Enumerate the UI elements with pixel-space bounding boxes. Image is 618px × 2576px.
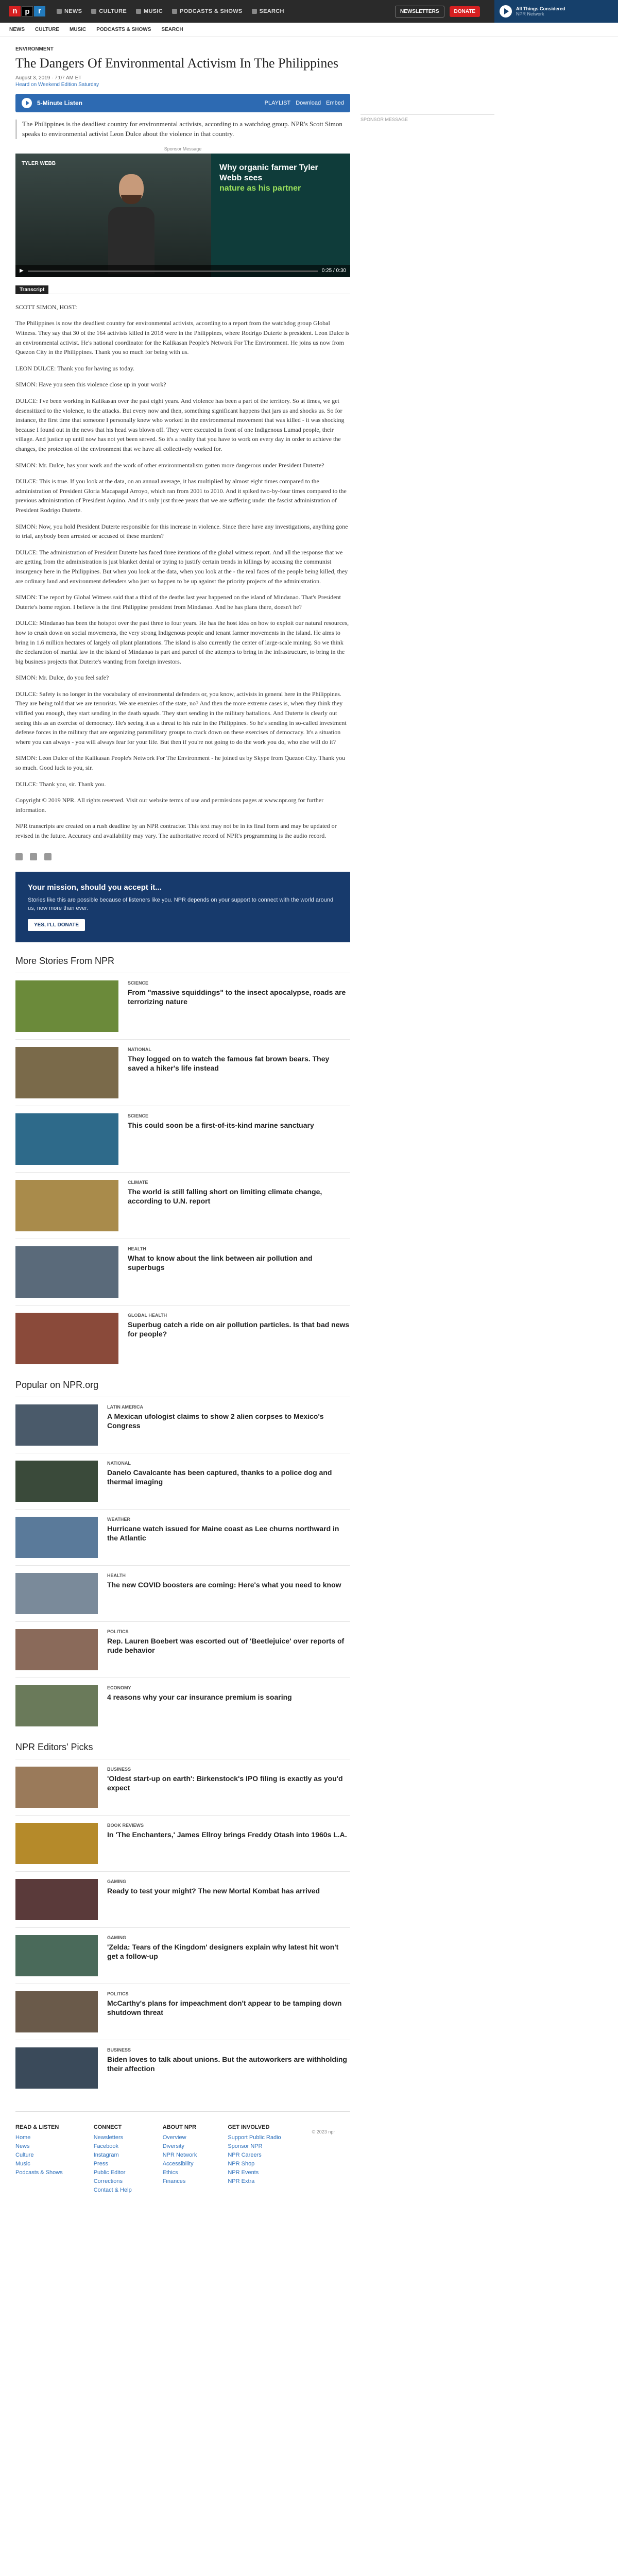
transcript-paragraph: The Philippines is now the deadliest country for environmental activists, according to a report from the watchdog group Global Witness. They say that 30 of the 164 activists killed in 2018 were in the Philippines, where Rodrigo Duterte is president. Leon Dulce is an environmental activist. He's national coordinator for the Kalikasan People's Network For The Environment. He joins us now from Quezon City in the Philippines. Thank you so much for being with us. — [15, 319, 350, 356]
article-date: August 3, 2019 · 7:07 AM ET — [15, 75, 82, 81]
transcript-paragraph: DULCE: I've been working in Kalikasan over the past eight years. And violence has been a part of the territory. So at times, we get desensitized to the violence, to the attacks. But every now and then, something significant happens that jars us and shocks us. So for instance, the first time that someone I personally knew who worked in the environmental movement that was killed - it was shocking because I found out in the news that his head was blown off. They were executed in front of one Indigenous Lumad people, their village. And justice up until now has not yet been served. So it's a reality that you have to work on every day in order to achieve the changes, the protection of the environment that we have all collectively worked for. — [15, 397, 345, 452]
story-category[interactable]: NATIONAL — [128, 1046, 151, 1052]
editors-title: NPR Editors' Picks — [15, 1741, 93, 1752]
article-slug[interactable]: ENVIRONMENT — [15, 46, 54, 52]
story-title[interactable]: 4 reasons why your car insurance premium is soaring — [107, 1692, 292, 1701]
donate-promo — [15, 872, 350, 942]
transcript — [15, 302, 350, 841]
facebook-icon[interactable] — [15, 853, 23, 860]
video-progress[interactable] — [28, 270, 318, 272]
story-thumbnail[interactable] — [15, 1879, 98, 1920]
transcript-paragraph: SIMON: The report by Global Witness said that a third of the deaths last year happened on the island of Mindanao. That's President Duterte's home region. I believe is the first Philippine president from Mindanao. And he has plans there, doesn't he? — [15, 594, 341, 611]
download-button[interactable]: Download — [296, 100, 321, 107]
story-category[interactable]: LATIN AMERICA — [107, 1404, 143, 1410]
story-thumbnail[interactable] — [15, 1629, 98, 1670]
footer-link[interactable]: NPR Careers — [228, 2151, 262, 2158]
footer-link[interactable]: NPR Events — [228, 2169, 259, 2176]
story-title[interactable]: The new COVID boosters are coming: Here's what you need to know — [107, 1580, 341, 1589]
footer-link[interactable]: Culture — [15, 2151, 34, 2158]
transcript-paragraph: SIMON: Now, you hold President Duterte responsible for this increase in violence. Since there have any investigations, anything gone to trial, anybody been arrested or accused of these murders? — [15, 522, 348, 540]
video-panel-highlight: nature as his partner — [219, 183, 301, 193]
flipboard-icon[interactable] — [30, 853, 37, 860]
footer-link[interactable]: Press — [93, 2160, 108, 2167]
story-card[interactable] — [15, 973, 350, 1039]
transcript-copyright: Copyright © 2019 NPR. All rights reserved. Visit our website terms of use and permissions pages at www.npr.org for further information. — [15, 796, 324, 814]
story-title[interactable]: What to know about the link between air pollution and superbugs — [128, 1253, 313, 1272]
footer-link[interactable]: Accessibility — [162, 2160, 194, 2167]
story-category[interactable]: HEALTH — [128, 1246, 146, 1251]
playlist-button[interactable]: PLAYLIST — [264, 100, 291, 107]
video-play-icon[interactable]: ▶ — [20, 268, 24, 274]
story-title[interactable]: From "massive squiddings" to the insect apocalypse, roads are terrorizing nature — [128, 988, 346, 1006]
promo-donate-button[interactable]: YES, I'LL DONATE — [28, 919, 85, 931]
story-title[interactable]: Danelo Cavalcante has been captured, thanks to a police dog and thermal imaging — [107, 1468, 332, 1486]
station-title: All Things Considered — [516, 6, 565, 11]
footer-link[interactable]: Facebook — [93, 2143, 119, 2149]
footer-link[interactable]: Contact & Help — [93, 2187, 132, 2193]
subnav-news[interactable]: NEWS — [9, 27, 25, 32]
story-thumbnail[interactable] — [15, 980, 118, 1032]
story-card[interactable] — [15, 1927, 350, 1984]
article-title: The Dangers Of Environmental Activism In The Philippines — [15, 56, 339, 71]
transcript-paragraph: DULCE: The administration of President Duterte has faced three iterations of the global witness report. And all the response that we are getting from the administration is just blanket denial or trying to justify certain trends in killings by accusing the communist insurgency here in the Philippines. But when you look at the data, when you look at the - the real faces of the people being killed, they are ordinary land and environment defenders who just so happen to be up against the priority projects of the administration. — [15, 548, 348, 585]
story-title[interactable]: 'Zelda: Tears of the Kingdom' designers explain why latest hit won't get a follow-up — [107, 1942, 339, 1960]
story-category[interactable]: SCIENCE — [128, 1113, 149, 1118]
logo-r: r — [34, 6, 45, 16]
story-category[interactable]: BUSINESS — [107, 1766, 131, 1772]
story-card[interactable] — [15, 1871, 350, 1927]
article — [15, 37, 350, 2216]
story-card[interactable] — [15, 1397, 350, 1453]
story-card[interactable] — [15, 1106, 350, 1172]
video-person — [108, 174, 154, 277]
footer-copyright: © 2023 npr — [312, 2129, 335, 2134]
story-card[interactable] — [15, 1984, 350, 2040]
transcript-paragraph: SCOTT SIMON, HOST: — [15, 303, 77, 311]
subnav-search[interactable]: SEARCH — [161, 27, 183, 32]
footer-link[interactable]: Ethics — [162, 2169, 178, 2176]
story-thumbnail[interactable] — [15, 1461, 98, 1502]
footer-link[interactable]: Diversity — [162, 2143, 184, 2149]
story-thumbnail[interactable] — [15, 1935, 98, 1976]
footer — [15, 2111, 350, 2216]
story-card[interactable] — [15, 1677, 350, 1734]
story-thumbnail[interactable] — [15, 1313, 118, 1364]
station-subtitle: NPR Network — [516, 11, 544, 16]
rail-sponsor-label: SPONSOR MESSAGE — [360, 114, 494, 122]
transcript-paragraph: SIMON: Mr. Dulce, do you feel safe? — [15, 674, 109, 682]
nav-search[interactable]: SEARCH — [252, 8, 284, 14]
story-thumbnail[interactable] — [15, 1685, 98, 1726]
share-bar — [15, 853, 350, 860]
transcript-paragraph: SIMON: Leon Dulce of the Kalikasan People's Network For The Environment - he joined us by Skype from Quezon City. Thank you so much. Good luck to you, sir. — [15, 754, 346, 772]
story-card[interactable] — [15, 1453, 350, 1509]
story-card[interactable] — [15, 1039, 350, 1106]
article-teaser: The Philippines is the deadliest country for environmental activists, according to a watchdog group. NPR's Scott Simon speaks to environmental activist Leon Dulce about the violence in that country. — [15, 120, 350, 139]
story-card[interactable] — [15, 1759, 350, 1815]
video-tag: TYLER WEBB — [22, 160, 56, 166]
more-stories-title: More Stories From NPR — [15, 955, 115, 966]
story-card[interactable] — [15, 1305, 350, 1371]
audio-player — [15, 94, 350, 112]
logo-n: n — [9, 6, 21, 16]
story-title[interactable]: McCarthy's plans for impeachment don't appear to be tamping down shutdown threat — [107, 1998, 342, 2016]
search-icon — [252, 9, 257, 14]
footer-column — [15, 2124, 63, 2196]
footer-link[interactable]: Home — [15, 2134, 31, 2141]
story-title[interactable]: The world is still falling short on limiting climate change, according to U.N. report — [128, 1187, 322, 1205]
story-category[interactable]: SCIENCE — [128, 980, 149, 986]
article-program[interactable]: Heard on Weekend Edition Saturday — [15, 82, 99, 88]
footer-link[interactable]: Newsletters — [93, 2134, 124, 2141]
story-thumbnail[interactable] — [15, 1246, 118, 1298]
news-icon — [57, 9, 62, 14]
video-panel — [211, 154, 350, 277]
story-title[interactable]: Ready to test your might? The new Mortal Kombat has arrived — [107, 1886, 320, 1895]
story-card[interactable] — [15, 1239, 350, 1305]
nav-music[interactable]: MUSIC — [136, 8, 163, 14]
station-player[interactable] — [494, 0, 618, 23]
more-stories-list — [15, 973, 350, 1371]
listen-label[interactable]: 5-Minute Listen — [37, 99, 83, 107]
sponsor-label: Sponsor Message — [164, 146, 202, 151]
story-thumbnail[interactable] — [15, 1991, 98, 2032]
footer-link[interactable]: Instagram — [93, 2151, 119, 2158]
npr-logo[interactable] — [9, 6, 45, 16]
footer-link[interactable]: Finances — [162, 2178, 186, 2184]
story-title[interactable]: 'Oldest start-up on earth': Birkenstock's IPO filing is exactly as you'd expect — [107, 1774, 343, 1792]
footer-link[interactable]: Corrections — [93, 2178, 123, 2184]
story-title[interactable]: In 'The Enchanters,' James Ellroy brings Freddy Otash into 1960s L.A. — [107, 1830, 347, 1839]
story-category[interactable]: HEALTH — [107, 1572, 126, 1578]
story-title[interactable]: Superbug catch a ride on air pollution particles. Is that bad news for people? — [128, 1320, 350, 1338]
top-bar — [0, 0, 618, 23]
nav-news[interactable]: NEWS — [57, 8, 82, 14]
story-category[interactable]: BUSINESS — [107, 2047, 131, 2053]
transcript-label: Transcript — [15, 285, 48, 294]
story-thumbnail[interactable] — [15, 1573, 98, 1614]
email-icon[interactable] — [44, 853, 52, 860]
footer-link[interactable]: Sponsor NPR — [228, 2143, 263, 2149]
subnav-music[interactable]: MUSIC — [70, 27, 87, 32]
footer-heading: GET INVOLVED — [228, 2124, 270, 2130]
story-card[interactable] — [15, 2040, 350, 2096]
footer-link[interactable]: Music — [15, 2160, 30, 2167]
story-category[interactable]: CLIMATE — [128, 1179, 148, 1185]
promo-body: Stories like this are possible because of listeners like you. NPR depends on your support to connect with the world around us, now more than ever. — [28, 896, 334, 912]
logo-p: p — [22, 6, 33, 16]
footer-heading: CONNECT — [93, 2124, 122, 2130]
footer-link[interactable]: NPR Shop — [228, 2160, 255, 2167]
transcript-paragraph: DULCE: Safety is no longer in the vocabulary of environmental defenders or, you know, activists in general here in the Philippines. They are being told that we are terrorists. We are enemies of the state, no? And then the more extreme cases is, when they think they vilified you enough, they start sending in the death squads. They start sending in the military battalions. And Duterte is clearly out seeing this as an exercise of democracy. He's seeing it as a threat to his rule in the Philippines. So he's sending in so-called investment defense forces in the military that are organizing paramilitary groups to crack down on these exercises of democracy. It's a situation where you can always - you will always fear for your life. But then if you're not going to do the work you do, who else will do it? — [15, 690, 347, 745]
top-nav — [57, 8, 284, 14]
promo-title: Your mission, should you accept it... — [28, 883, 162, 892]
donate-button[interactable]: DONATE — [450, 6, 480, 17]
story-category[interactable]: NATIONAL — [107, 1460, 131, 1466]
story-thumbnail[interactable] — [15, 2047, 98, 2089]
story-card[interactable] — [15, 1565, 350, 1621]
culture-icon — [91, 9, 96, 14]
story-title[interactable]: A Mexican ufologist claims to show 2 alien corpses to Mexico's Congress — [107, 1412, 324, 1430]
transcript-paragraph: SIMON: Have you seen this violence close up in your work? — [15, 381, 166, 388]
story-card[interactable] — [15, 1621, 350, 1677]
story-thumbnail[interactable] — [15, 1113, 118, 1165]
story-thumbnail[interactable] — [15, 1180, 118, 1231]
story-category[interactable]: POLITICS — [107, 1629, 129, 1634]
play-icon[interactable] — [22, 98, 32, 108]
footer-link[interactable]: Support Public Radio — [228, 2134, 281, 2141]
story-thumbnail[interactable] — [15, 1404, 98, 1446]
sponsor-video[interactable] — [15, 154, 350, 277]
footer-link[interactable]: Overview — [162, 2134, 186, 2141]
story-category[interactable]: BOOK REVIEWS — [107, 1822, 144, 1828]
story-card[interactable] — [15, 1509, 350, 1565]
transcript-paragraph: DULCE: Thank you, sir. Thank you. — [15, 780, 106, 788]
footer-heading: ABOUT NPR — [162, 2124, 197, 2130]
story-card[interactable] — [15, 1172, 350, 1239]
footer-column — [94, 2124, 132, 2196]
nav-culture[interactable]: CULTURE — [91, 8, 127, 14]
subnav-culture[interactable]: CULTURE — [35, 27, 60, 32]
story-card[interactable] — [15, 1815, 350, 1871]
story-category[interactable]: GAMING — [107, 1878, 126, 1884]
transcript-paragraph: SIMON: Mr. Dulce, has your work and the work of other environmentalism gotten more dangerous under President Duterte? — [15, 461, 324, 469]
video-time: 0:25 / 0:30 — [321, 268, 346, 274]
transcript-paragraph: LEON DULCE: Thank you for having us today. — [15, 364, 134, 372]
footer-link[interactable]: Public Editor — [93, 2169, 126, 2176]
story-title[interactable]: This could soon be a first-of-its-kind marine sanctuary — [128, 1121, 314, 1129]
footer-link[interactable]: NPR Network — [162, 2151, 197, 2158]
story-category[interactable]: WEATHER — [107, 1516, 130, 1522]
footer-column — [228, 2124, 281, 2196]
subnav-podcasts[interactable]: PODCASTS & SHOWS — [96, 27, 151, 32]
story-category[interactable]: GAMING — [107, 1935, 126, 1940]
play-icon[interactable] — [500, 5, 512, 18]
story-thumbnail[interactable] — [15, 1047, 118, 1098]
footer-column — [163, 2124, 197, 2196]
transcript-disclaimer: NPR transcripts are created on a rush deadline by an NPR contractor. This text may not be in its final form and may be updated or revised in the future. Accuracy and availability may vary. The authoritative record of NPR's programming is the audio record. — [15, 822, 337, 839]
story-category[interactable]: GLOBAL HEALTH — [128, 1312, 167, 1318]
story-title[interactable]: They logged on to watch the famous fat brown bears. They saved a hiker's life instead — [128, 1054, 330, 1072]
video-controls — [15, 265, 350, 277]
story-category[interactable]: ECONOMY — [107, 1685, 131, 1690]
story-title[interactable]: Biden loves to talk about unions. But the autoworkers are withholding their affection — [107, 2055, 347, 2073]
right-rail — [360, 114, 494, 122]
newsletters-button[interactable]: NEWSLETTERS — [395, 6, 444, 18]
story-title[interactable]: Hurricane watch issued for Maine coast as Lee churns northward in the Atlantic — [107, 1524, 339, 1542]
story-category[interactable]: POLITICS — [107, 1991, 129, 1996]
footer-link[interactable]: News — [15, 2143, 30, 2149]
footer-link[interactable]: Podcasts & Shows — [15, 2169, 63, 2176]
editors-list — [15, 1759, 350, 2096]
story-title[interactable]: Rep. Lauren Boebert was escorted out of 'Beetlejuice' over reports of rude behavior — [107, 1636, 345, 1654]
transcript-paragraph: DULCE: Mindanao has been the hotspot over the past three to four years. He has the host idea on how to exploit our natural resources, how to crush down on social movements, the very strong Indigenous people and tenant farmer movements in the island. He aims to bring in 1.6 million hectares of largely oil plant plantations. The island is also currently the center of large-scale mining. So we think the declaration of martial law in the island of Mindanao is part and parcel of the attempts to bring in the infrastructure, to bring in the big business projects that Duterte's wanting from foreign investors. — [15, 619, 349, 665]
embed-button[interactable]: Embed — [326, 100, 344, 107]
transcript-paragraph: DULCE: This is true. If you look at the data, on an annual average, it has multiplied by almost eight times compared to the administration of President Gloria Macapagal Arroyo, which ran from 2001 to 2010. And it spiked two-by-four times compared to the previous administration of President Aquino. And it's only just three years that we are suffering under the fascist administration of President Rodrigo Duterte. — [15, 478, 347, 514]
video-panel-text: Why organic farmer Tyler Webb sees — [219, 163, 318, 182]
nav-podcasts[interactable]: PODCASTS & SHOWS — [172, 8, 243, 14]
music-icon — [136, 9, 141, 14]
footer-link[interactable]: NPR Extra — [228, 2178, 255, 2184]
sub-nav — [0, 23, 618, 37]
popular-list — [15, 1397, 350, 1734]
story-thumbnail[interactable] — [15, 1767, 98, 1808]
popular-title: Popular on NPR.org — [15, 1379, 99, 1390]
footer-heading: READ & LISTEN — [15, 2124, 59, 2130]
story-thumbnail[interactable] — [15, 1823, 98, 1864]
story-thumbnail[interactable] — [15, 1517, 98, 1558]
podcast-icon — [172, 9, 177, 14]
